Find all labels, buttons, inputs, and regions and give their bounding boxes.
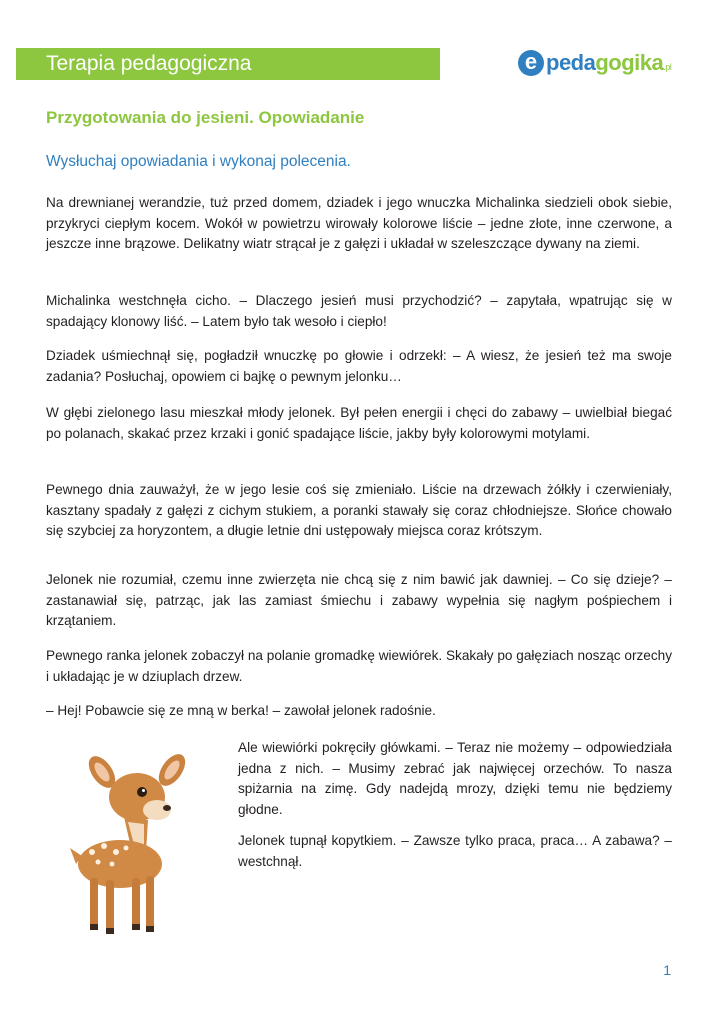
logo-tld: .pl	[663, 62, 672, 72]
logo-text	[546, 50, 671, 80]
logo-text-part1: peda	[546, 50, 596, 75]
story-paragraph-1: Na drewnianej werandzie, tuż przed domem, dziadek i jego wnuczka Michalinka siedzieli obok siebie, przykryci ciepłym kocem. Wokół w powietrzu wirowały kolorowe liście – jedne złote, inne czerwone, a jeszcze inne brązowe. Delikatny wiatr strącał je z gałęzi i układał w szeleszczące dywany na ziemi.	[46, 195, 672, 251]
fawn-illustration-icon	[62, 752, 197, 942]
logo-text-part2: gogika	[595, 50, 664, 75]
header-title: Terapia pedagogiczna	[46, 52, 252, 75]
story-paragraph-5: Pewnego dnia zauważył, że w jego lesie coś się zmieniało. Liście na drzewach żółkły i czerwieniały, kasztany spadały z gałęzi z cichym stukiem, a poranki stawały się coraz chłodniejsze. Słońce chowało się szybciej za horyzontem, a długie letnie dni ustępowały miejsca coraz krótszym.	[46, 482, 672, 538]
story-paragraph-7: Pewnego ranka jelonek zobaczył na polanie gromadkę wiewiórek. Skakały po gałęziach nosząc orzechy i układając je w dziuplach drzew.	[46, 648, 672, 684]
logo-e-letter: e	[524, 49, 538, 74]
page-title: Przygotowania do jesieni. Opowiadanie	[46, 108, 365, 127]
epedagogika-logo	[518, 48, 698, 80]
story-paragraph-4: W głębi zielonego lasu mieszkał młody jelonek. Był pełen energii i chęci do zabawy – uwielbiał biegać po polanach, skakać przez krzaki i gonić spadające liście, jakby były kolorowymi motylami.	[46, 405, 672, 441]
instruction-text: Wysłuchaj opowiadania i wykonaj polecenia.	[46, 153, 351, 170]
story-paragraph-3: Dziadek uśmiechnął się, pogładził wnuczkę po głowie i odrzekł: – A wiesz, że jesień też ma swoje zadania? Posłuchaj, opowiem ci bajkę o pewnym jelonku…	[46, 348, 672, 384]
story-paragraph-10: Jelonek tupnął kopytkiem. – Zawsze tylko praca, praca… A zabawa? – westchnął.	[238, 833, 672, 869]
story-paragraph-6: Jelonek nie rozumiał, czemu inne zwierzęta nie chcą się z nim bawić jak dawniej. – Co się dzieje? – zastanawiał się, patrząc, jak las zamiast śmiechu i zabawy wypełnia się nagłym pośpiechem i krzątaniem.	[46, 572, 672, 628]
story-paragraph-2: Michalinka westchnęła cicho. – Dlaczego jesień musi przychodzić? – zapytała, wpatrując się w spadający klonowy liść. – Latem było tak wesoło i ciepło!	[46, 293, 672, 329]
story-paragraph-8: – Hej! Pobawcie się ze mną w berka! – zawołał jelonek radośnie.	[46, 703, 436, 718]
header-title-bar	[16, 48, 440, 80]
story-paragraph-9: Ale wiewiórki pokręciły główkami. – Teraz nie możemy – odpowiedziała jedna z nich. – Musimy zebrać jak najwięcej orzechów. To nasza spiżarnia na zimę. Gdy nadejdą mrozy, dzięki temu nie będziemy głodne.	[238, 740, 672, 817]
page-number: 1	[663, 962, 671, 978]
